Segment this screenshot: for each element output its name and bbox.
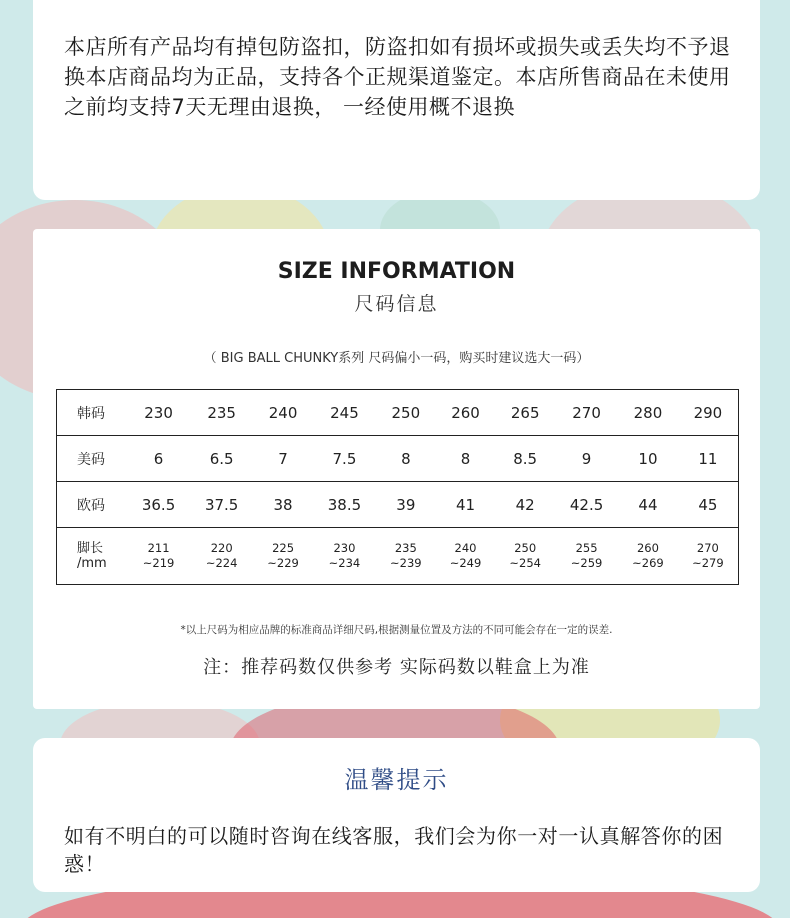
tips-text: 如有不明白的可以随时咨询在线客服，我们会为你一对一认真解答你的困惑！ [64,824,724,876]
table-cell: 41 [436,482,496,528]
table-cell: 44 [618,482,678,528]
table-cell [495,528,555,585]
range-from: 230 [333,541,356,555]
size-disclaimer: *以上尺码为相应品牌的标准商品详细尺码,根据测量位置及方法的不同可能会存在一定的误差. [180,624,613,636]
table-cell: 240 [253,390,313,436]
table-cell [618,528,678,585]
range-to: ~249 [449,556,482,570]
table-cell [190,528,253,585]
table-cell: 37.5 [190,482,253,528]
table-cell: 230 [127,390,190,436]
range-from: 250 [514,541,537,555]
table-cell: 235 [190,390,253,436]
range-to: ~224 [205,556,238,570]
table-cell: 290 [678,390,739,436]
table-cell [253,528,313,585]
row-label: 韩码 [57,390,128,436]
row-label-line: 脚长 [77,541,104,556]
range-from: 220 [210,541,233,555]
table-cell: 42 [495,482,555,528]
range-to: ~239 [390,556,422,570]
table-cell: 38.5 [313,482,376,528]
row-label-unit: /mm [77,556,107,571]
table-cell: 270 [555,390,618,436]
range-from: 240 [454,541,477,555]
notice-text: 本店所有产品均有掉包防盗扣，防盗扣如有损坏或损失或丢失均不予退换本店商品均为正品，支持各个正规渠道鉴定。本店所售商品在未使用之前均支持7天无理由退换， 一经使用概不退换 [64,35,731,119]
range-to: ~259 [570,556,603,570]
row-label [57,528,128,585]
table-cell [436,528,496,585]
table-cell: 260 [436,390,496,436]
table-row [57,390,739,436]
row-label: 美码 [57,436,128,482]
table-cell [678,528,739,585]
notice-card [33,0,760,200]
table-cell: 7 [253,436,313,482]
table-cell: 8 [376,436,436,482]
range-from: 260 [636,541,659,555]
range-to: ~279 [692,556,724,570]
table-cell [376,528,436,585]
table-cell: 7.5 [313,436,376,482]
range-to: ~234 [328,556,361,570]
range-from: 211 [147,541,170,555]
tips-card [33,738,760,892]
size-series-note: （ BIG BALL CHUNKY系列 尺码偏小一码，购买时建议选大一码） [203,351,590,366]
table-cell: 245 [313,390,376,436]
table-cell: 6.5 [190,436,253,482]
table-cell: 10 [618,436,678,482]
table-row-foot-length [57,528,739,585]
table-cell: 36.5 [127,482,190,528]
range-to: ~254 [509,556,541,570]
size-recommendation-note: 注：推荐码数仅供参考 实际码数以鞋盒上为准 [203,657,590,678]
table-row [57,482,739,528]
range-from: 235 [394,541,417,555]
table-cell: 6 [127,436,190,482]
size-table [56,389,739,585]
table-cell [313,528,376,585]
table-cell: 280 [618,390,678,436]
table-cell: 45 [678,482,739,528]
range-to: ~219 [142,556,175,570]
table-cell: 11 [678,436,739,482]
table-cell: 265 [495,390,555,436]
table-cell: 250 [376,390,436,436]
table-cell [555,528,618,585]
tips-title: 温馨提示 [344,766,449,794]
table-cell: 42.5 [555,482,618,528]
range-from: 255 [575,541,598,555]
range-from: 270 [696,541,719,555]
table-cell: 9 [555,436,618,482]
table-row [57,436,739,482]
size-info-subtitle: 尺码信息 [354,293,439,315]
table-cell: 38 [253,482,313,528]
size-info-title: SIZE INFORMATION [277,259,516,284]
row-label: 欧码 [57,482,128,528]
range-from: 225 [272,541,295,555]
table-cell: 39 [376,482,436,528]
range-to: ~269 [632,556,664,570]
size-info-card [33,229,760,709]
table-cell: 8 [436,436,496,482]
range-to: ~229 [267,556,299,570]
table-cell [127,528,190,585]
table-cell: 8.5 [495,436,555,482]
